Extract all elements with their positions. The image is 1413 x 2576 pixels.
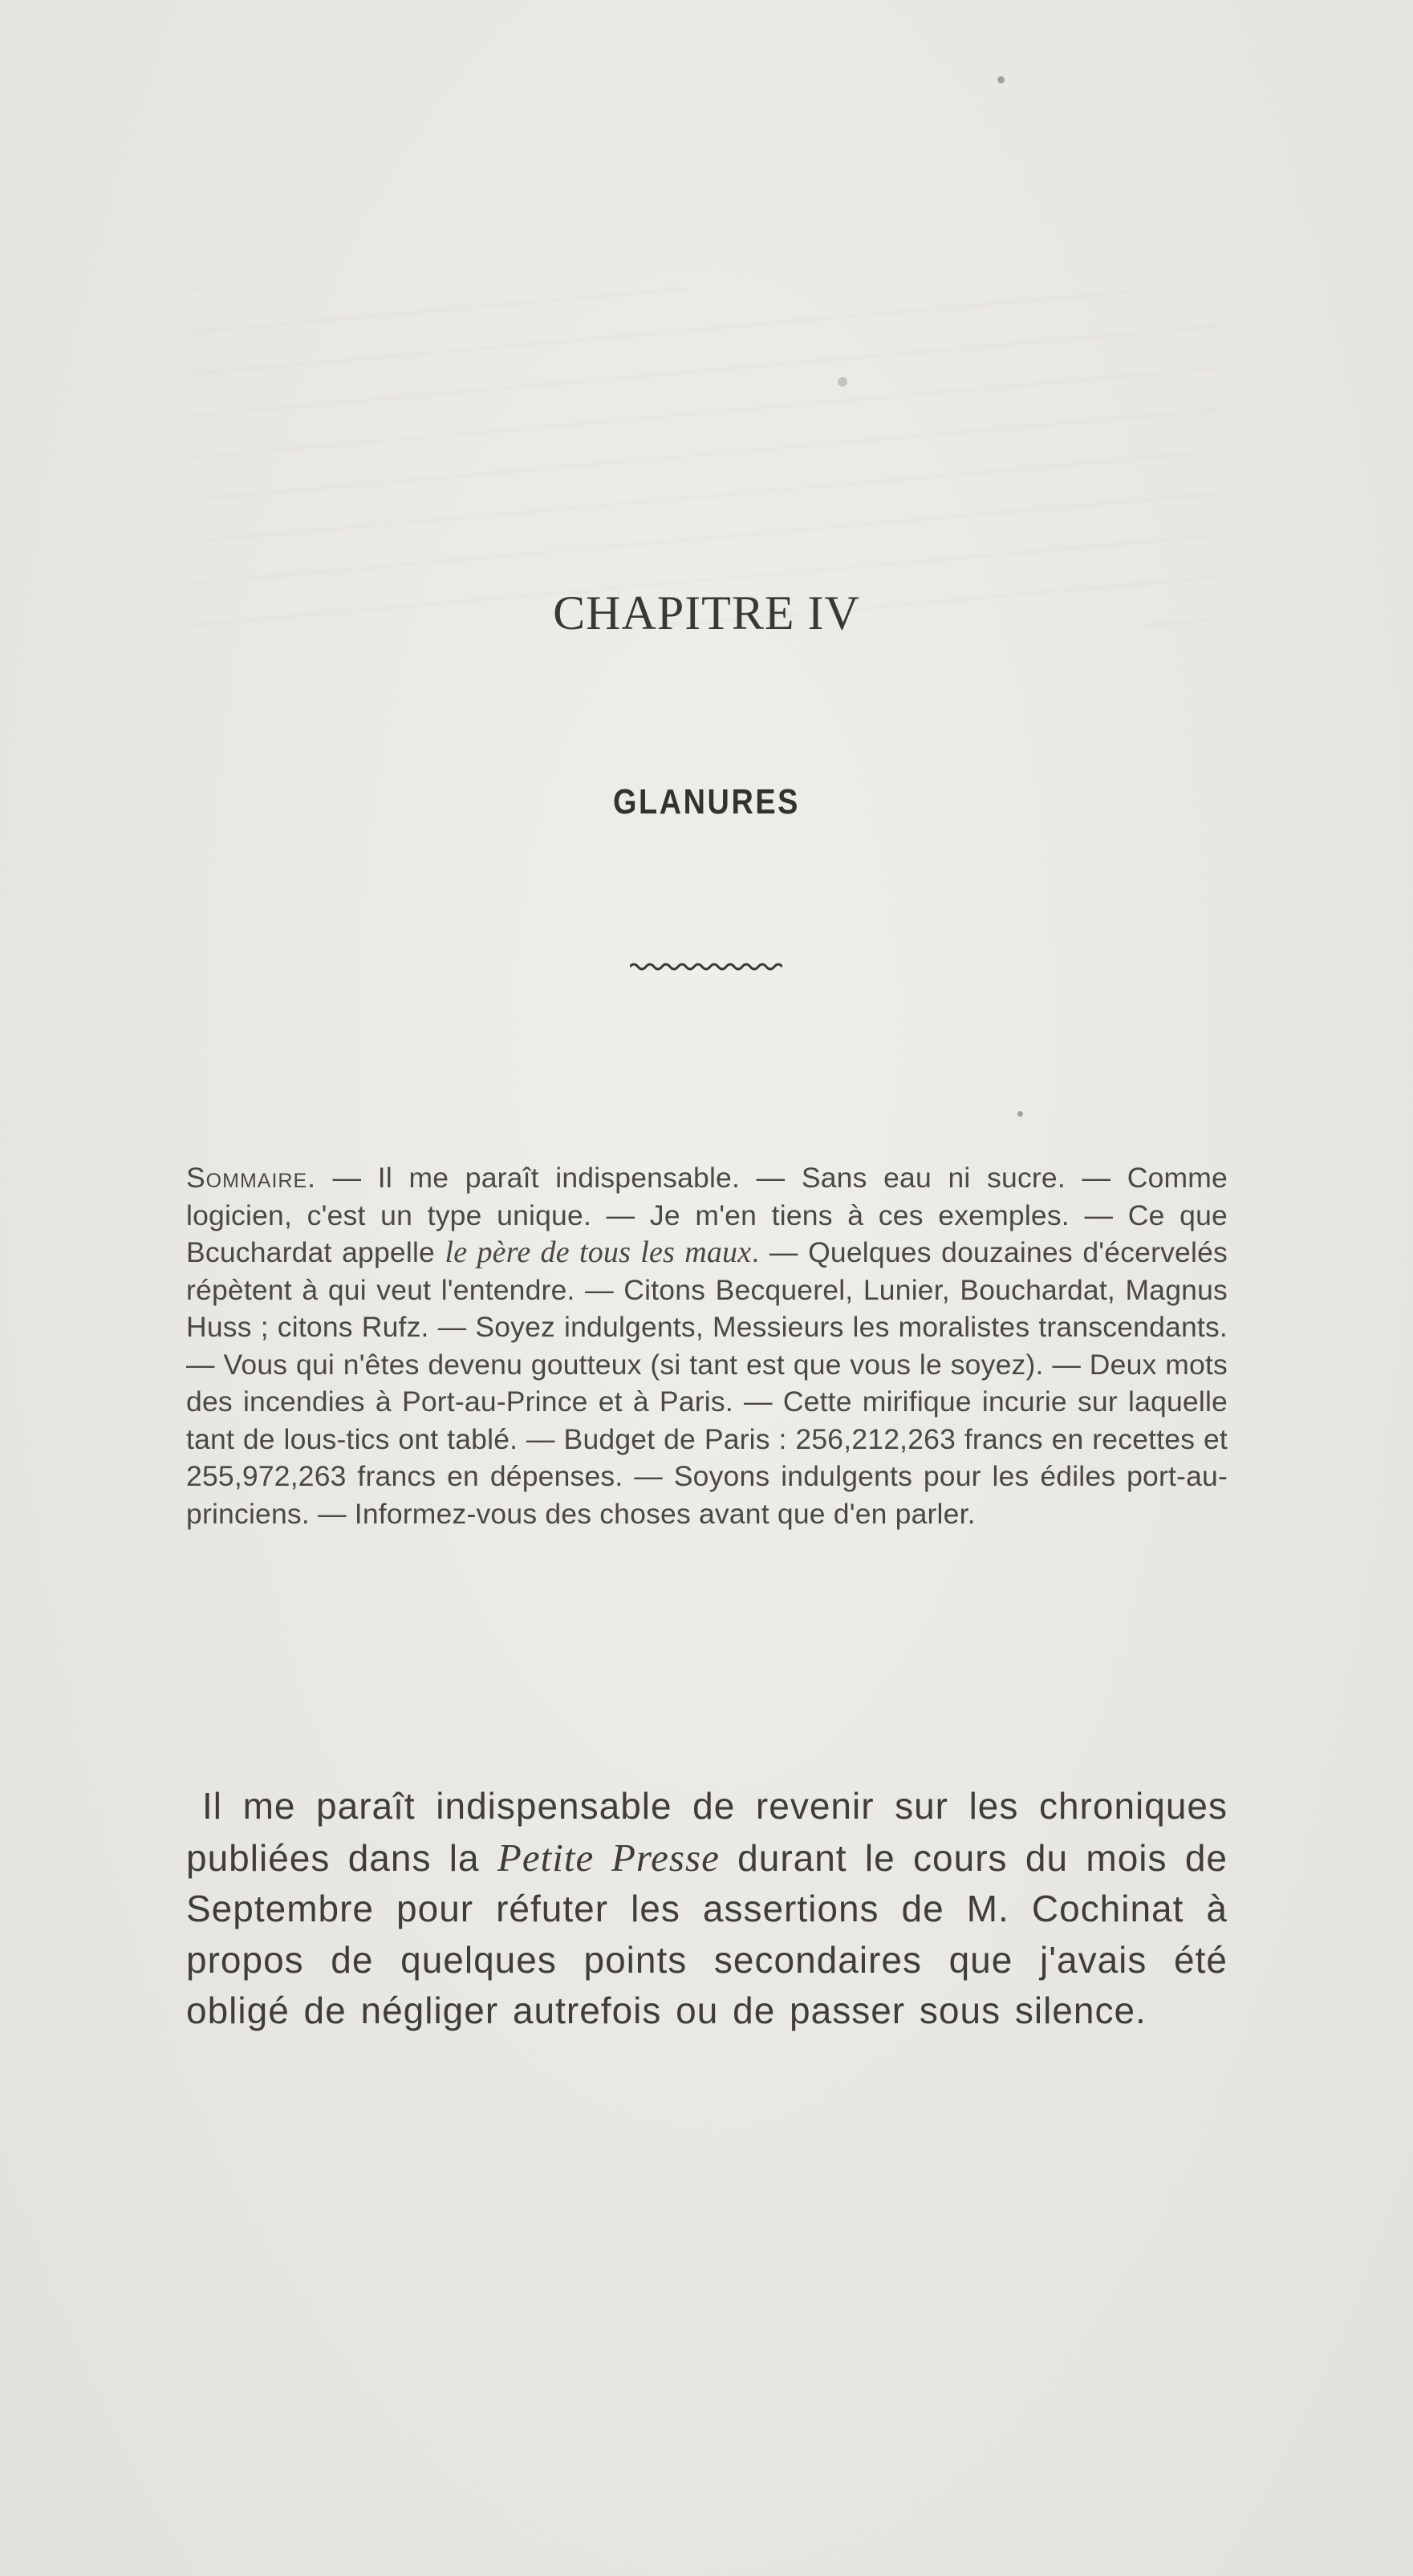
ink-speck bbox=[1017, 1111, 1023, 1117]
body-text: durant le cours du mois de Septembre pour réfuter les assertions de M. Cochinat à propos de quelques points secondaires que j'avais été obligé de négliger autrefois ou de passer sous silence. bbox=[186, 1836, 1228, 2031]
chapter-title: CHAPITRE IV bbox=[553, 586, 860, 639]
summary-italic: le père de tous les maux bbox=[445, 1235, 752, 1269]
body-text: Il me paraît indispensable de revenir sur les chroniques publiées dans la bbox=[186, 1785, 1228, 1879]
show-through-text bbox=[193, 289, 1220, 626]
chapter-summary bbox=[186, 1159, 1228, 1532]
summary-text: — Il me paraît indispensable. — Sans eau ni sucre. — Comme logicien, c'est un type unique. — Je m'en tiens à ces exemples. — Ce que Bcuchardat appelle bbox=[186, 1162, 1228, 1268]
publication-name: Petite Presse bbox=[497, 1835, 720, 1880]
wavy-ornament bbox=[630, 961, 782, 972]
summary-text: . — Quelques douzaines d'écervelés répètent à qui veut l'entendre. — Citons Becquerel, Lunier, Bouchardat, Magnus Huss ; citons Rufz. — Soyez indulgents, Messieurs les moralistes transcendants. — Vous qui n'êtes devenu goutteux (si tant est que vous le soyez). — Deux mots des incendies à Port-au-Prince et à Paris. — Cette mirifique incurie sur laquelle tant de lous-tics ont tablé. — Budget de Paris : 256,212,263 francs en recettes et 255,972,263 francs en dépenses. — Soyons indulgents pour les édiles port-au-princiens. — Informez-vous des choses avant que d'en parler. bbox=[186, 1236, 1228, 1530]
body-paragraph bbox=[186, 1781, 1228, 2037]
section-title: GLANURES bbox=[613, 782, 800, 821]
summary-label: Sommaire. bbox=[186, 1162, 316, 1194]
ink-speck bbox=[838, 377, 847, 387]
ink-speck bbox=[997, 76, 1005, 83]
